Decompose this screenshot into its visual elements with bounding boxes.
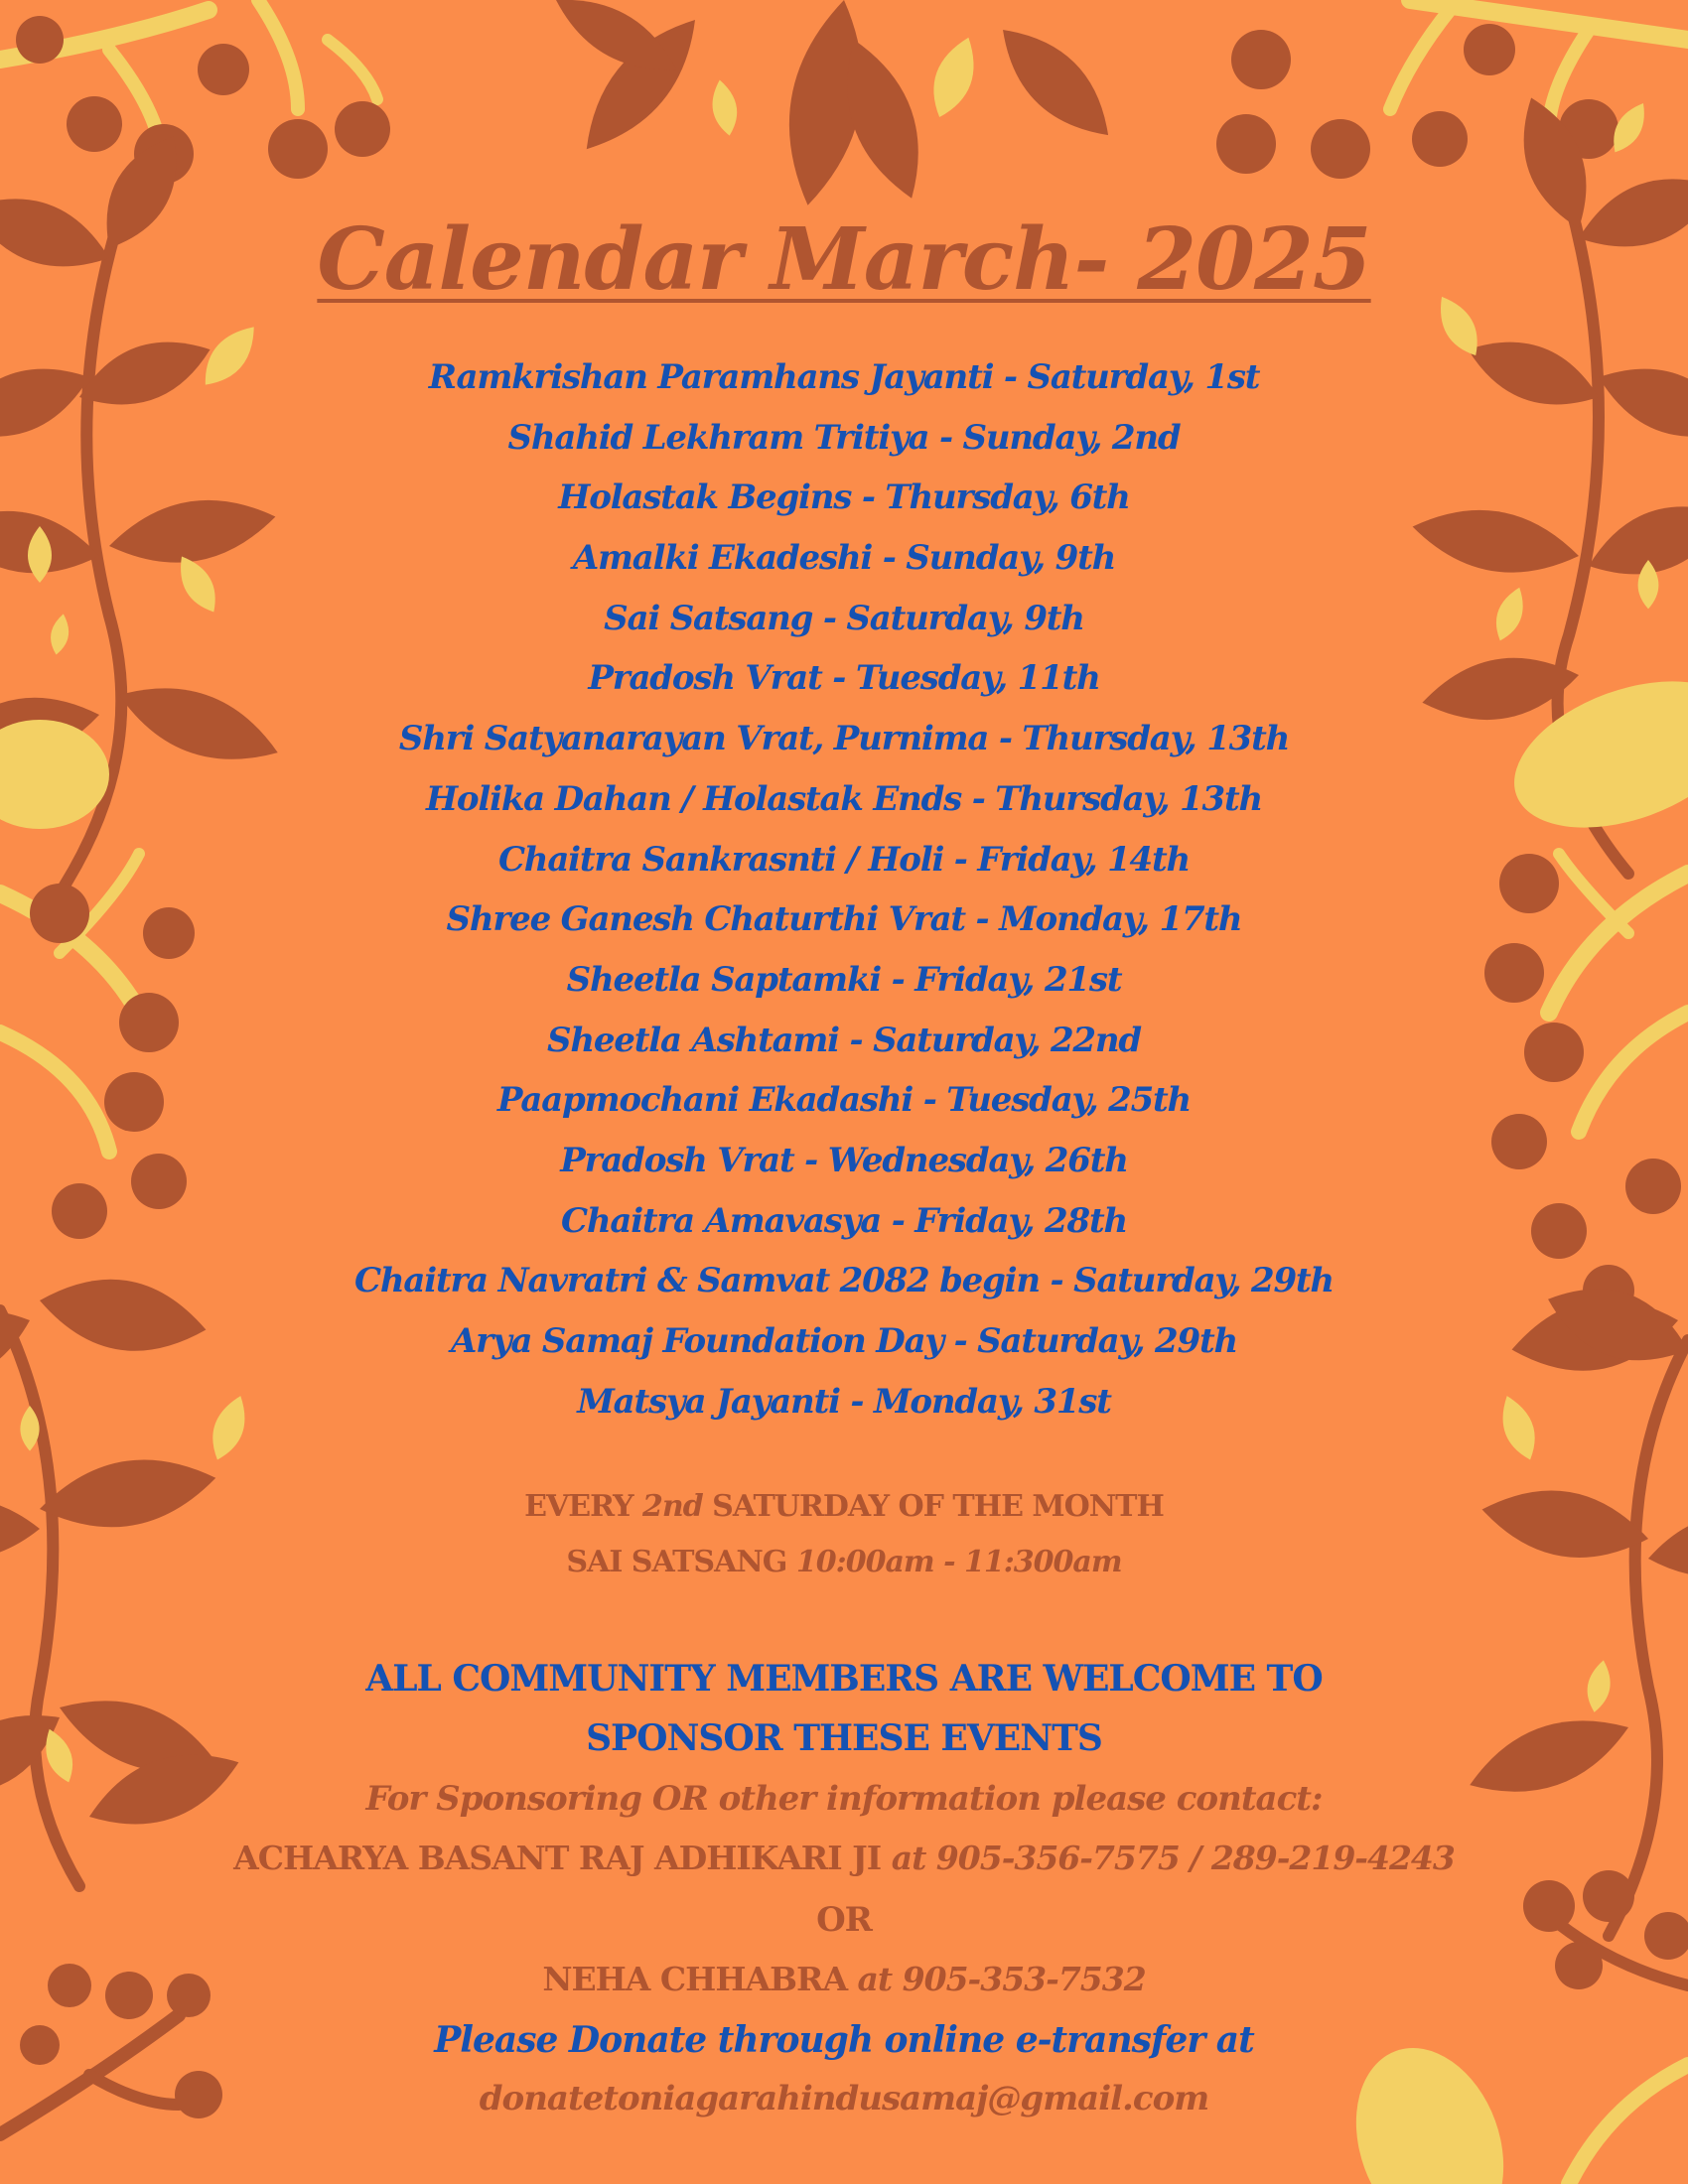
contact-or: OR [816, 1900, 872, 1940]
event-item: Shahid Lekhram Tritiya - Sunday, 2nd [507, 417, 1181, 458]
event-item: Matsya Jayanti - Monday, 31st [577, 1381, 1111, 1422]
donate-instruction: Please Donate through online e-transfer at [434, 2019, 1254, 2061]
event-item: Sheetla Saptamki - Friday, 21st [566, 959, 1122, 1000]
event-item: Sheetla Ashtami - Saturday, 22nd [547, 1020, 1141, 1060]
event-list [0, 347, 1688, 1432]
event-item: Chaitra Navratri & Samvat 2082 begin - Saturday, 29th [354, 1261, 1334, 1301]
event-item: Paapmochani Ekadashi - Tuesday, 25th [496, 1080, 1192, 1121]
event-item: Amalki Ekadeshi - Sunday, 9th [572, 538, 1116, 579]
contact-intro: For Sponsoring OR other information please contact: [365, 1779, 1323, 1819]
event-item: Holastak Begins - Thursday, 6th [558, 478, 1130, 518]
event-item: Chaitra Amavasya - Friday, 28th [561, 1200, 1127, 1241]
welcome-heading-line2: SPONSOR THESE EVENTS [586, 1717, 1102, 1759]
welcome-heading-line1: ALL COMMUNITY MEMBERS ARE WELCOME TO [365, 1658, 1323, 1700]
page-title: Calendar March- 2025 [317, 209, 1371, 310]
event-item: Shree Ganesh Chaturthi Vrat - Monday, 17th [446, 899, 1242, 940]
satsang-frequency-note: EVERY 2nd SATURDAY OF THE MONTH [524, 1489, 1164, 1524]
donation-email[interactable]: donatetoniagarahindusamaj@gmail.com [479, 2079, 1209, 2118]
satsang-time-note: SAI SATSANG 10:00am - 11:300am [566, 1545, 1122, 1579]
event-item: Pradosh Vrat - Wednesday, 26th [560, 1140, 1128, 1180]
event-item: Shri Satyanarayan Vrat, Purnima - Thursday, 13th [398, 719, 1290, 759]
contact-acharya: ACHARYA BASANT RAJ ADHIKARI JI at 905-356-7575 / 289-219-4243 [233, 1839, 1455, 1877]
event-item: Pradosh Vrat - Tuesday, 11th [588, 658, 1100, 699]
event-item: Chaitra Sankrasnti / Holi - Friday, 14th [497, 839, 1191, 880]
event-item: Sai Satsang - Saturday, 9th [604, 598, 1084, 638]
event-item: Holika Dahan / Holastak Ends - Thursday, 13th [425, 778, 1262, 819]
contact-neha: NEHA CHHABRA at 905-353-7532 [542, 1960, 1146, 1998]
event-item: Arya Samaj Foundation Day - Saturday, 29th [451, 1321, 1237, 1361]
event-item: Ramkrishan Paramhans Jayanti - Saturday, 1st [428, 357, 1260, 397]
